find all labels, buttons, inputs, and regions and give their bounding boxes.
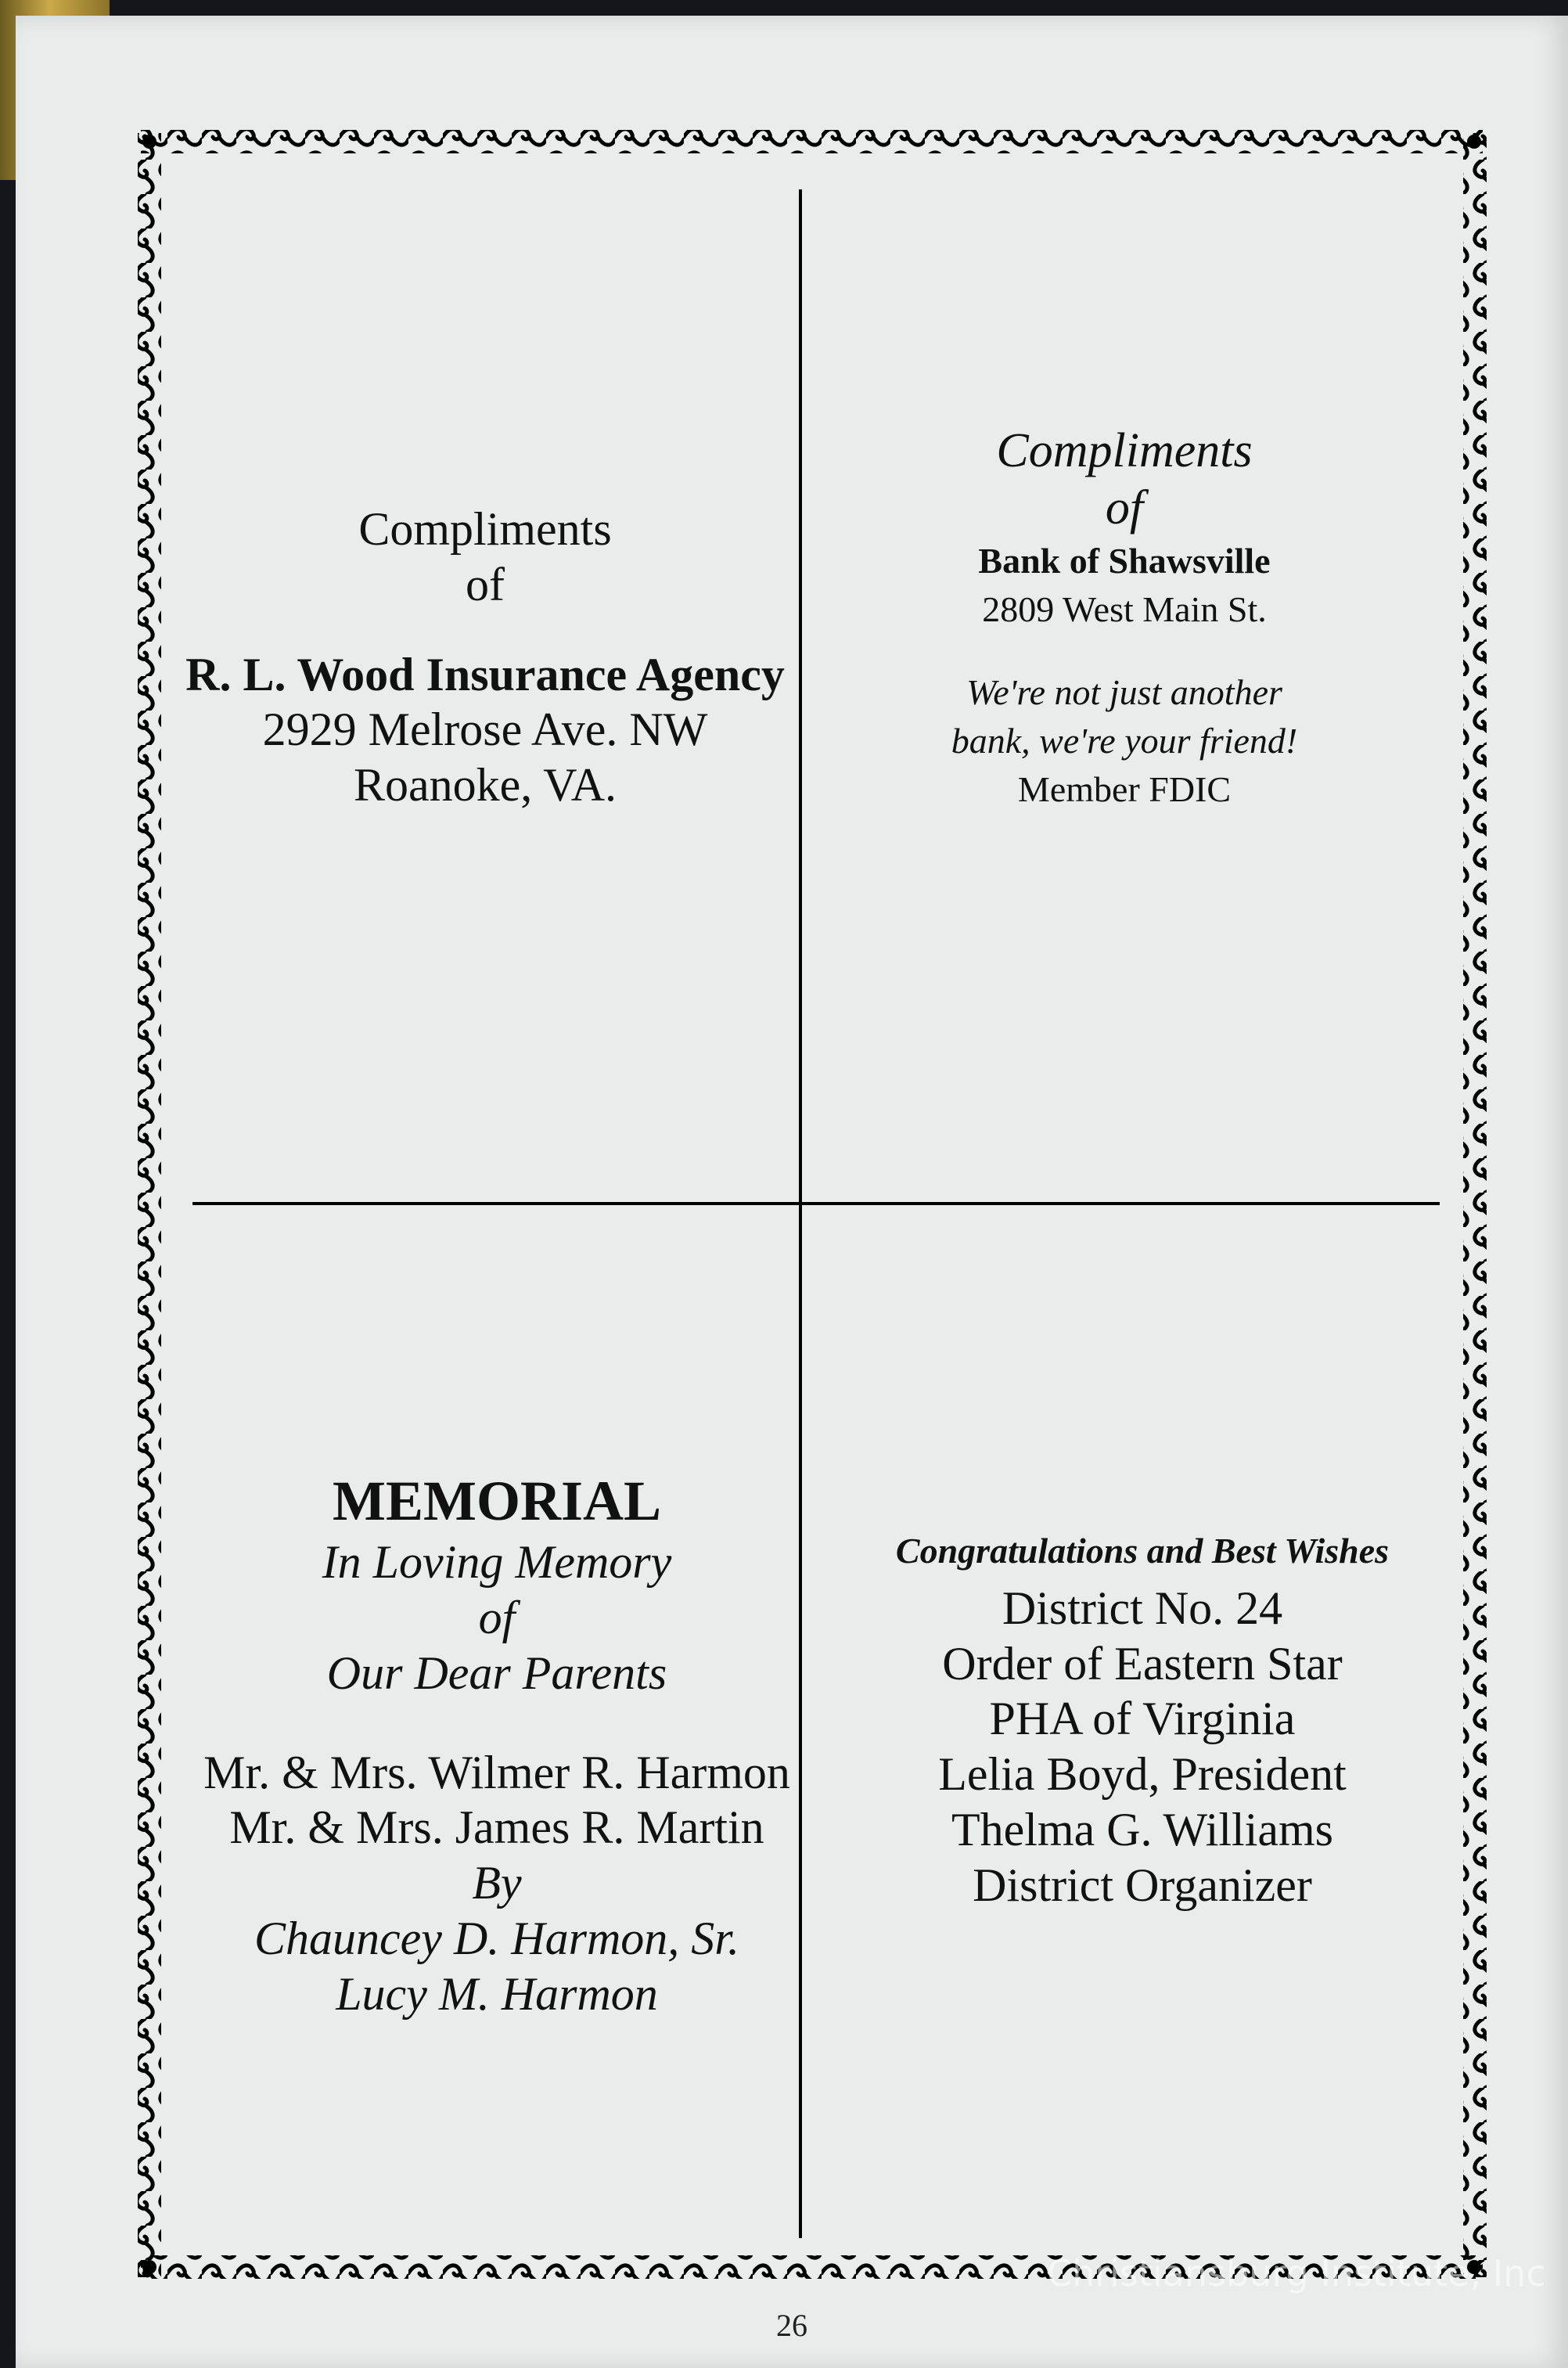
ad-memorial-harmon [180, 1236, 814, 2254]
of-text: of [1105, 480, 1144, 534]
compliments-text: Compliments [996, 423, 1253, 477]
business-name: R. L. Wood Insurance Agency [185, 648, 785, 700]
district-line-6: District Organizer [973, 1859, 1312, 1911]
slogan-line-1: We're not just another [966, 672, 1282, 713]
of-text: of [466, 558, 505, 610]
memorial-line-2: of [478, 1592, 516, 1644]
ad-eastern-star-district-24 [829, 1236, 1455, 2254]
program-page [16, 16, 1568, 2368]
district-line-4: Lelia Boyd, President [938, 1748, 1347, 1801]
member-fdic: Member FDIC [1017, 769, 1232, 810]
sponsor-1: Chauncey D. Harmon, Sr. [254, 1913, 739, 1965]
memorial-heading: MEMORIAL [333, 1470, 661, 1533]
business-name: Bank of Shawsville [978, 540, 1271, 581]
sponsor-2: Lucy M. Harmon [336, 1967, 658, 2020]
congrats-heading: Congratulations and Best Wishes [895, 1531, 1390, 1571]
district-line-2: Order of Eastern Star [942, 1637, 1343, 1690]
business-address: 2929 Melrose Ave. NW [262, 704, 708, 756]
memorial-line-3: Our Dear Parents [326, 1646, 667, 1699]
business-city: Roanoke, VA. [353, 759, 617, 812]
honoree-2: Mr. & Mrs. James R. Martin [229, 1801, 764, 1854]
page-number: 26 [776, 2308, 807, 2343]
district-line-5: Thelma G. Williams [951, 1803, 1334, 1855]
honoree-1: Mr. & Mrs. Wilmer R. Harmon [203, 1746, 790, 1798]
ad-bank-of-shawsville [807, 250, 1441, 1158]
ad-rl-wood-insurance [180, 250, 790, 1158]
compliments-text: Compliments [358, 503, 612, 555]
by-text: By [472, 1857, 522, 1909]
watermark-text: Christiansburg Institute, Inc [1047, 2252, 1546, 2294]
slogan-line-2: bank, we're your friend! [951, 721, 1298, 761]
district-line-1: District No. 24 [1002, 1582, 1283, 1634]
district-line-3: PHA of Virginia [989, 1693, 1296, 1745]
memorial-line-1: In Loving Memory [322, 1536, 672, 1589]
business-address: 2809 West Main St. [982, 589, 1267, 630]
